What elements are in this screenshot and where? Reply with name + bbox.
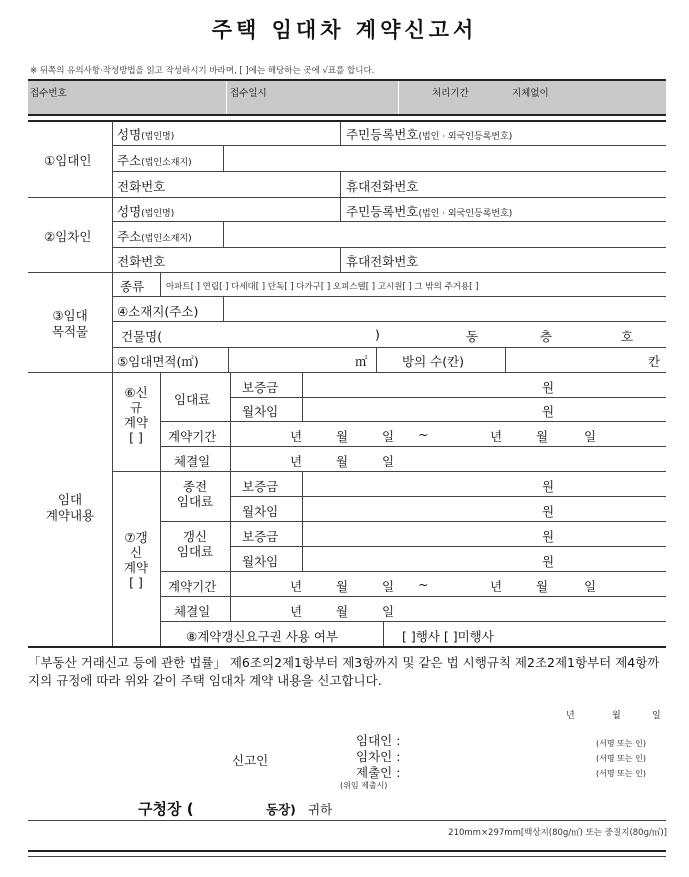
renewal-period-tilde: ~ xyxy=(418,577,429,592)
ho-label: 호 xyxy=(621,329,634,344)
table-bottom-border xyxy=(28,646,666,648)
new-period-start-year: 년 xyxy=(290,429,303,444)
receipt-block xyxy=(28,79,666,116)
submitter-sign-note: (서명 또는 인) xyxy=(596,769,646,778)
report-day: 일 xyxy=(652,711,661,721)
lessee-id-label: 주민등록번호(법인 · 외국인등록번호) xyxy=(346,204,513,219)
report-month: 월 xyxy=(612,711,621,721)
receipt-number-label: 접수번호 xyxy=(30,88,67,99)
report-year: 년 xyxy=(566,711,575,721)
renewal-signed-label: 체결일 xyxy=(174,604,211,619)
rooms-label: 방의 수(칸) xyxy=(402,354,465,369)
instruction-note: ※ 뒤쪽의 유의사항·작성방법을 읽고 작성하시기 바라며, [ ]에는 해당하는 곳에 √표를 합니다. xyxy=(30,66,375,76)
property-location-label: ④소재지(주소) xyxy=(117,304,199,319)
renewal-right-options[interactable]: [ ]행사 [ ]미행사 xyxy=(402,629,494,644)
previous-deposit-won: 원 xyxy=(542,479,555,494)
renewal-period-end-year: 년 xyxy=(490,579,503,594)
property-section-label: ③임대 목적물 xyxy=(51,308,89,339)
property-type-label: 종류 xyxy=(120,279,145,294)
form-title: 주택 임대차 계약신고서 xyxy=(211,18,478,42)
renewal-period-end-day: 일 xyxy=(584,579,597,594)
dong-label: 동 xyxy=(466,329,479,344)
lessee-address-label: 주소(법인소재지) xyxy=(117,229,192,244)
new-signed-day: 일 xyxy=(382,454,395,469)
renewed-deposit-label: 보증금 xyxy=(242,529,279,544)
new-period-end-day: 일 xyxy=(584,429,597,444)
property-type-options: 아파트[ ] 연립[ ] 다세대[ ] 단독[ ] 다가구[ ] 오피스텔[ ] 고시원[ ] 그 밖의 주거용[ ] xyxy=(166,282,479,292)
floor-label: 층 xyxy=(540,329,553,344)
new-period-label: 계약기간 xyxy=(168,429,217,444)
lessor-address-label: 주소(법인소재지) xyxy=(117,153,192,168)
lessor-section-label: ①임대인 xyxy=(44,153,92,168)
renewal-signed-day: 일 xyxy=(382,604,395,619)
new-signed-label: 체결일 xyxy=(174,454,211,469)
reporter-label: 신고인 xyxy=(232,753,269,768)
district-office-label: 구청장 ( xyxy=(138,800,194,818)
processing-period-value: 지체없이 xyxy=(512,88,549,99)
renewed-rent-label: 갱신 임대료 xyxy=(176,529,214,559)
renewal-contract-label: ⑦갱 신 계약 [ ] xyxy=(123,530,149,590)
renewal-right-label: ⑧계약갱신요구권 사용 여부 xyxy=(186,629,338,644)
lessee-section-label: ②임차인 xyxy=(44,229,92,244)
previous-monthly-label: 월차임 xyxy=(242,504,279,519)
submitter-label: 제출인 : xyxy=(356,765,401,780)
lessee-signer-label: 임차인 : xyxy=(356,749,401,764)
contract-section-label: 임대 계약내용 xyxy=(45,492,95,523)
new-deposit-won: 원 xyxy=(542,380,555,395)
renewal-period-start-month: 월 xyxy=(336,579,349,594)
receipt-date-label: 접수일시 xyxy=(230,88,267,99)
new-period-start-day: 일 xyxy=(382,429,395,444)
new-period-end-month: 월 xyxy=(536,429,549,444)
new-period-start-month: 월 xyxy=(336,429,349,444)
lessor-signer-label: 임대인 : xyxy=(356,733,401,748)
building-name-label: 건물명( xyxy=(121,329,163,344)
lessor-sign-note: (서명 또는 인) xyxy=(596,739,646,748)
new-rent-label: 임대료 xyxy=(174,392,211,407)
area-unit: ㎡ xyxy=(355,354,368,369)
new-deposit-label: 보증금 xyxy=(242,380,279,395)
new-period-end-year: 년 xyxy=(490,429,503,444)
renewal-period-start-year: 년 xyxy=(290,579,303,594)
new-contract-label: ⑥신 규 계약 [ ] xyxy=(123,385,149,445)
dong-chief-label: 동장) xyxy=(266,802,296,817)
lessor-name-label: 성명(법인명) xyxy=(117,127,175,142)
building-name-close: ) xyxy=(375,327,380,342)
lessee-phone-label: 전화번호 xyxy=(117,254,166,269)
lessee-name-label: 성명(법인명) xyxy=(117,204,175,219)
table-top-border xyxy=(28,120,666,122)
submitter-note: (위임 제출시) xyxy=(340,781,388,790)
previous-rent-label: 종전 임대료 xyxy=(176,479,214,509)
addressee-suffix: 귀하 xyxy=(308,802,333,817)
new-monthly-label: 월차임 xyxy=(242,404,279,419)
new-signed-month: 월 xyxy=(336,454,349,469)
lessee-mobile-label: 휴대전화번호 xyxy=(346,254,419,269)
paper-spec: 210mm×297mm[백상지(80g/㎡) 또는 중질지(80g/㎡)] xyxy=(448,828,667,838)
lessor-id-label: 주민등록번호(법인 · 외국인등록번호) xyxy=(346,127,513,142)
new-monthly-won: 원 xyxy=(542,404,555,419)
rooms-unit: 칸 xyxy=(648,354,661,369)
lessor-phone-label: 전화번호 xyxy=(117,179,166,194)
renewal-signed-year: 년 xyxy=(290,604,303,619)
area-label: ⑤임대면적(㎡) xyxy=(117,354,199,369)
footer-rule-1 xyxy=(28,850,666,852)
footer-rule-2 xyxy=(28,856,666,857)
new-period-tilde: ~ xyxy=(418,427,429,442)
processing-period-label: 처리기간 xyxy=(432,88,469,99)
renewed-monthly-won: 원 xyxy=(542,554,555,569)
renewal-period-start-day: 일 xyxy=(382,579,395,594)
renewal-signed-month: 월 xyxy=(336,604,349,619)
footer-rule-top xyxy=(28,820,666,821)
lessee-sign-note: (서명 또는 인) xyxy=(596,754,646,763)
legal-statement: 「부동산 거래신고 등에 관한 법률」 제6조의2제1항부터 제3항까지 및 같은 법 시행규칙 제2조2제1항부터 제4항까지의 규정에 따라 위와 같이 주택 임대차 계약 내용을 신고합니다. xyxy=(28,655,660,688)
renewal-period-label: 계약기간 xyxy=(168,579,217,594)
new-signed-year: 년 xyxy=(290,454,303,469)
previous-monthly-won: 원 xyxy=(542,504,555,519)
renewed-deposit-won: 원 xyxy=(542,529,555,544)
lessor-mobile-label: 휴대전화번호 xyxy=(346,179,419,194)
renewal-period-end-month: 월 xyxy=(536,579,549,594)
renewed-monthly-label: 월차임 xyxy=(242,554,279,569)
previous-deposit-label: 보증금 xyxy=(242,479,279,494)
